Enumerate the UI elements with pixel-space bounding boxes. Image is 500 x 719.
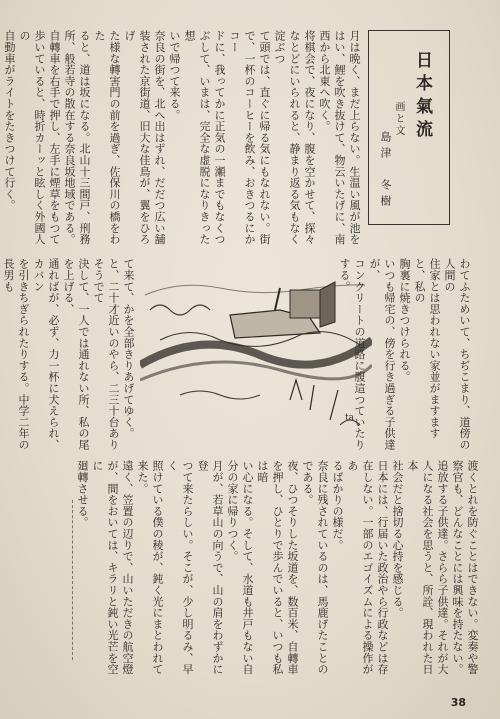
article-title: 日本氣流 xyxy=(412,51,432,143)
text-column: 照けている僕の稜が、鈍く光にまとわれて xyxy=(151,460,164,675)
text-column: わてふためいて、ちぢこまり、道傍の人間の xyxy=(443,258,471,451)
text-column: 夜、ひつそりした坂道を、数百米、自轉車 xyxy=(286,460,299,675)
text-column: 西から北東へ吹く。 xyxy=(318,30,331,132)
text-column: て来て、かを全部きりあげてゆく。 xyxy=(122,258,135,439)
text-column: 人になる社会を思うと、所詮、現われた日本 xyxy=(406,460,434,675)
text-column: コンクリートの道路に腹這つていたりする。 xyxy=(338,258,366,451)
text-column: いつも帰宅の、傍を行き過ぎる子供達が、 xyxy=(368,258,396,451)
text-column: である。 xyxy=(301,460,314,506)
text-column: 来た。 xyxy=(136,460,149,494)
text-column: 察官も、どんなことには興味を持たない。 xyxy=(451,460,464,675)
text-column: ぶして、いまは、完全な虚脱になりきった想 xyxy=(183,30,211,245)
text-column: 所、般若寺の散在する奈良坂地域である。 xyxy=(63,30,76,245)
page-number: 38 xyxy=(450,696,466,709)
title-box xyxy=(368,30,450,225)
bottom-text-block xyxy=(76,460,480,682)
text-column: 遠く、笠置の辺りで、山いただきの航空燈 xyxy=(121,460,134,675)
sketch-illustration xyxy=(140,270,372,430)
text-column: 社会だと捨切る心持を感じる。 xyxy=(391,460,404,619)
text-column: を押し、ひとりで歩んでいると、いつも私は暗 xyxy=(256,460,284,675)
text-column: 在しない。一部のエゴイズムによる操作があ xyxy=(346,460,374,675)
text-column: つて来たらしい。そこが、少し明るみ、早く xyxy=(166,460,194,675)
text-column: はい、鯉を吹き抜けて、物云いたげに、南 xyxy=(333,30,346,245)
text-column: 自動車がライトをたきつけて行く。 xyxy=(3,30,16,211)
text-column: 廻轉させる。 xyxy=(76,460,89,528)
dashed-divider xyxy=(72,500,74,660)
text-column: るばかりの様だ。 xyxy=(331,460,344,551)
svg-text:ta: ta xyxy=(345,413,354,423)
byline-label: 画と文 xyxy=(393,101,404,137)
text-column: 将棋会で、夜になり、腹を空かせて、探々 xyxy=(303,30,316,245)
text-column: い心になる。そして、水道も井戸もない自 xyxy=(241,460,254,675)
text-column xyxy=(0,30,2,252)
text-column: 月は晩く、まだ上らない。生温い風が池を xyxy=(348,30,361,245)
text-column xyxy=(0,258,1,458)
text-column: で、一杯のコーヒーを飲み、おきつるにかコー xyxy=(228,30,256,245)
text-column: 渡くとれを防ぐことはできない。変奏や警 xyxy=(466,460,479,675)
text-column: が、間をおいては、キラリと鈍い光芒を空に xyxy=(91,460,119,675)
text-column: を引きちぎられたりする。中学二年の長男も xyxy=(2,258,30,451)
text-column: 通ればが、必ず、力一杯に犬えられ、カバン xyxy=(32,258,60,451)
text-column: 住家とは思われない家並がますますと、私の xyxy=(413,258,441,439)
text-column: 分の家に帰りつく。 xyxy=(226,460,239,562)
text-column: 歩いていると、時折カーッと眩しく外國人の xyxy=(18,30,46,245)
text-column: 月が、若草山の向うで、山の肩をわずかに登 xyxy=(196,460,224,675)
text-column: 胸裏に焼きつけられる。 xyxy=(398,258,411,383)
text-column: 自轉車を右手で押し、左手に煙草をもつて xyxy=(48,30,61,245)
left-text-block xyxy=(2,258,136,458)
text-column: ドに、我ってかに正気の一瀬までもなくつ xyxy=(213,30,226,245)
text-column: 奈良に残されているのは、馬鹿げたことの xyxy=(316,460,329,675)
text-column: 装された京街道、旧大な佳鳥が、翼をひろげ xyxy=(123,30,151,245)
text-column: て頭では、直ぐに帰る気にもなれない。街 xyxy=(258,30,271,245)
text-column: 決して、一人では通れない所、私の尾を上げる、 xyxy=(62,258,90,451)
text-column: 奈良の街を、北へ出はずれ、だだつ広い舗 xyxy=(153,30,166,245)
text-column: 追放する子供達。さらら子供達。それが大 xyxy=(436,460,449,675)
text-column: た様な轉害門の前を過ぎ、佐保川の橋をわた xyxy=(93,30,121,245)
top-text-block xyxy=(3,30,362,252)
author-name: 島津 冬樹 xyxy=(379,131,392,211)
text-column: なとどにいられると、静まり返る気もなく淀ぶつ xyxy=(273,30,301,245)
text-column: いで帰つて来る。 xyxy=(168,30,181,121)
text-column: と、二十才近いのやら、二三十台ありそうでて xyxy=(92,258,120,451)
text-column: 日本には、行届いた政治やら行政などは存 xyxy=(376,460,389,675)
text-column: ると、道は坂になる。北山十三間戸、刑務 xyxy=(78,30,91,245)
